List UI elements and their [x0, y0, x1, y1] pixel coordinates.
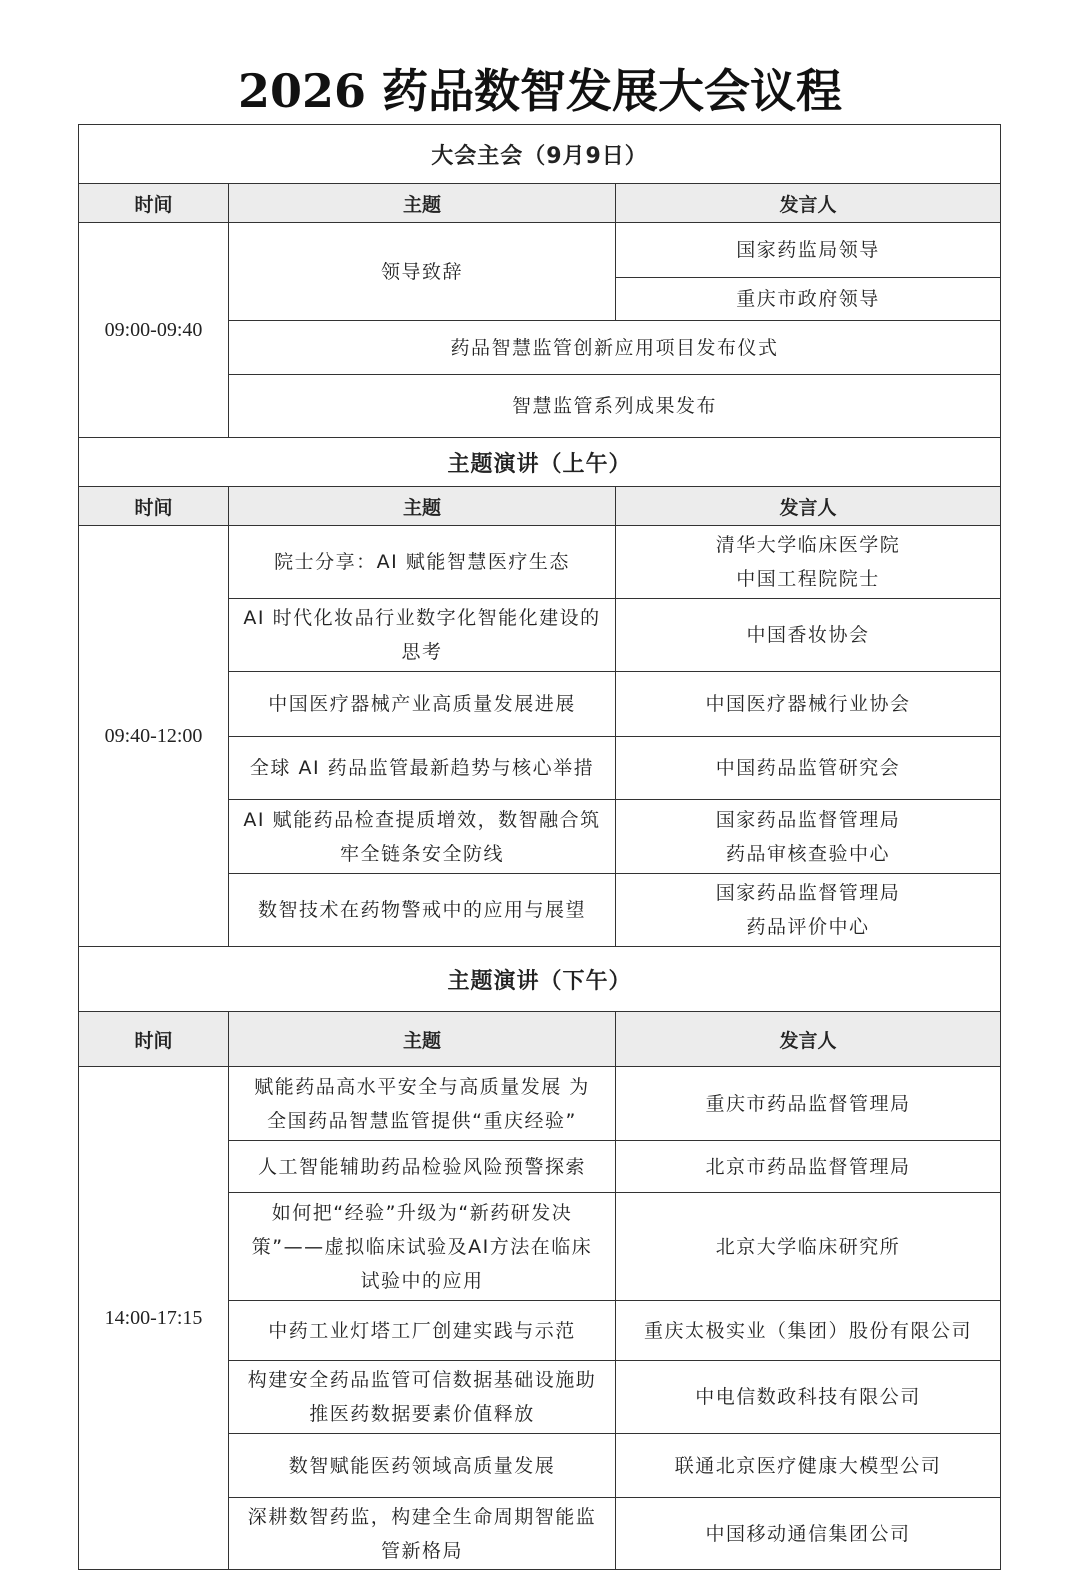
speaker-line: 国家药品监督管理局	[715, 808, 901, 831]
time-cell: 14:00-17:15	[79, 1067, 229, 1570]
speaker-cell	[616, 1067, 1001, 1141]
topic-line: 中药工业灯塔工厂创建实践与示范	[268, 1319, 576, 1342]
topic-line: 赋能药品高水平安全与高质量发展 为	[254, 1075, 590, 1098]
speaker-line: 中国工程院院士	[736, 568, 880, 590]
speaker-line: 药品评价中心	[746, 916, 870, 938]
topic-line: 策”——虚拟临床试验及AI方法在临床	[251, 1235, 593, 1258]
topic-line: 试验中的应用	[360, 1269, 484, 1292]
topic-line: 推医药数据要素价值释放	[309, 1403, 535, 1425]
event-cell: 药品智慧监管创新应用项目发布仪式	[229, 321, 1001, 375]
speaker-line: 国家药品监督管理局	[715, 882, 901, 904]
section-heading-row	[79, 947, 1001, 1012]
time-cell: 09:00-09:40	[79, 223, 229, 438]
header-topic: 主题	[229, 1012, 616, 1067]
table-row	[79, 526, 1001, 599]
topic-line: AI 赋能药品检查提质增效，数智融合筑	[243, 808, 601, 831]
speaker-cell	[616, 672, 1001, 737]
agenda-table	[78, 124, 1001, 1570]
header-time: 时间	[79, 487, 229, 526]
topic-cell	[229, 1067, 616, 1141]
topic-line: 院士分享：AI 赋能智慧医疗生态	[274, 551, 570, 573]
topic-line: 思考	[401, 641, 443, 663]
topic-line: 人工智能辅助药品检验风险预警探索	[257, 1155, 586, 1178]
table-row	[79, 223, 1001, 278]
header-speaker: 发言人	[616, 184, 1001, 223]
topic-cell	[229, 1361, 616, 1434]
speaker-cell	[616, 1141, 1001, 1193]
speaker-line: 联通北京医疗健康大模型公司	[674, 1454, 942, 1477]
header-time: 时间	[79, 184, 229, 223]
header-time: 时间	[79, 1012, 229, 1067]
speaker-line: 重庆市药品监督管理局	[705, 1092, 911, 1115]
event-cell: 智慧监管系列成果发布	[229, 375, 1001, 438]
section-heading-morning: 主题演讲（上午）	[79, 438, 1001, 487]
topic-cell	[229, 1141, 616, 1193]
speaker-cell	[616, 1361, 1001, 1434]
topic-line: 构建安全药品监管可信数据基础设施助	[247, 1369, 597, 1391]
speaker-cell	[616, 1301, 1001, 1361]
topic-cell	[229, 1434, 616, 1498]
speaker-cell	[616, 599, 1001, 672]
topic-line: 数智技术在药物警戒中的应用与展望	[257, 899, 586, 921]
topic-cell	[229, 672, 616, 737]
table-row	[79, 1067, 1001, 1141]
speaker-line: 中国香妆协会	[746, 624, 870, 646]
speaker-line: 中国医疗器械行业协会	[705, 693, 911, 715]
speaker-line: 中国药品监管研究会	[715, 757, 901, 779]
page-title: 2026 药品数智发展大会议程	[237, 64, 843, 118]
topic-cell	[229, 737, 616, 800]
topic-cell: 领导致辞	[229, 223, 616, 321]
topic-line: AI 时代化妆品行业数字化智能化建设的	[243, 607, 601, 629]
speaker-cell	[616, 800, 1001, 874]
topic-cell	[229, 874, 616, 947]
section-heading-afternoon: 主题演讲（下午）	[79, 947, 1001, 1012]
speaker-cell	[616, 1498, 1001, 1570]
topic-cell	[229, 599, 616, 672]
speaker-cell: 国家药监局领导	[616, 223, 1001, 278]
column-header-row	[79, 1012, 1001, 1067]
topic-line: 全球 AI 药品监管最新趋势与核心举措	[249, 757, 595, 779]
speaker-line: 北京市药品监督管理局	[705, 1155, 911, 1178]
header-topic: 主题	[229, 487, 616, 526]
topic-cell	[229, 1193, 616, 1301]
speaker-line: 北京大学临床研究所	[715, 1235, 901, 1258]
section-heading-main: 大会主会（9月9日）	[79, 125, 1001, 184]
topic-cell	[229, 1498, 616, 1570]
header-topic: 主题	[229, 184, 616, 223]
topic-line: 牢全链条安全防线	[339, 842, 504, 865]
time-cell: 09:40-12:00	[79, 526, 229, 947]
header-speaker: 发言人	[616, 487, 1001, 526]
speaker-cell	[616, 1193, 1001, 1301]
topic-line: 全国药品智慧监管提供“重庆经验”	[267, 1109, 577, 1132]
topic-line: 数智赋能医药领域高质量发展	[288, 1454, 556, 1477]
topic-line: 中国医疗器械产业高质量发展进展	[268, 693, 576, 715]
speaker-cell	[616, 526, 1001, 599]
speaker-cell	[616, 737, 1001, 800]
topic-line: 深耕数智药监，构建全生命周期智能监	[247, 1505, 597, 1528]
speaker-line: 重庆太极实业（集团）股份有限公司	[644, 1319, 973, 1342]
topic-cell	[229, 526, 616, 599]
speaker-line: 中电信数政科技有限公司	[695, 1386, 921, 1408]
speaker-line: 清华大学临床医学院	[715, 534, 901, 556]
section-heading-row	[79, 125, 1001, 184]
header-speaker: 发言人	[616, 1012, 1001, 1067]
topic-line: 管新格局	[380, 1539, 463, 1562]
column-header-row	[79, 487, 1001, 526]
speaker-line: 药品审核查验中心	[726, 842, 891, 865]
topic-line: 如何把“经验”升级为“新药研发决	[271, 1201, 573, 1224]
speaker-cell	[616, 874, 1001, 947]
speaker-cell: 重庆市政府领导	[616, 278, 1001, 321]
topic-cell	[229, 1301, 616, 1361]
topic-cell	[229, 800, 616, 874]
section-heading-row	[79, 438, 1001, 487]
speaker-cell	[616, 1434, 1001, 1498]
column-header-row	[79, 184, 1001, 223]
speaker-line: 中国移动通信集团公司	[705, 1522, 911, 1545]
